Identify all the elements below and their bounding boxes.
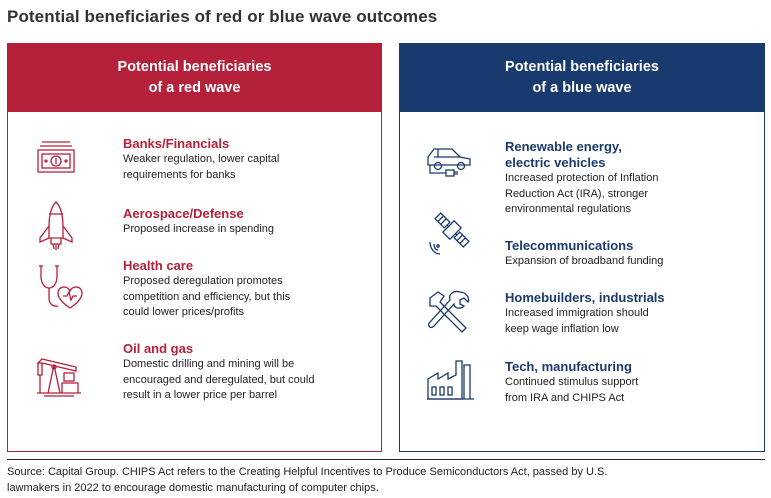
item-desc-line: Reduction Act (IRA), stronger (505, 187, 649, 200)
blue-header-line-1: Potential beneficiaries (505, 58, 659, 75)
item-title: Homebuilders, industrials (505, 290, 665, 305)
item-title: Renewable energy, (505, 139, 622, 154)
item-title: Oil and gas (123, 341, 194, 356)
item-desc-line: Increased immigration should (505, 307, 649, 319)
blue-panel-header (399, 43, 765, 112)
stethoscope-heart-icon (36, 264, 76, 314)
electric-car-icon (426, 141, 466, 191)
rocket-icon (36, 200, 76, 250)
item-desc-line: Continued stimulus support (505, 376, 639, 388)
item-desc-line: from IRA and CHIPS Act (505, 391, 625, 404)
item-desc-line: requirements for banks (123, 168, 236, 181)
red-header-line-2: of a red wave (148, 79, 241, 96)
item-desc-line: Domestic drilling and mining will be (123, 358, 295, 370)
factory-icon (426, 357, 466, 407)
item-desc-line: Increased protection of Inflation (505, 172, 659, 184)
item-desc-line: keep wage inflation low (505, 322, 619, 335)
page-title: Potential beneficiaries of red or blue wave outcomes (7, 7, 438, 26)
item-desc-line: Expansion of broadband funding (505, 255, 664, 267)
item-title: Health care (123, 258, 194, 273)
source-line: lawmakers in 2022 to encourage domestic manufacturing of computer chips. (7, 482, 379, 494)
money-bill-icon (36, 138, 76, 188)
item-desc-line: Proposed increase in spending (123, 223, 275, 235)
item-desc-line: encouraged and deregulated, but could (123, 373, 315, 386)
blue-wave-panel (399, 43, 765, 452)
source-note (7, 464, 767, 496)
satellite-icon (426, 206, 466, 256)
item-desc-line: could lower prices/profits (123, 306, 245, 318)
item-desc-line: Proposed deregulation promotes (123, 275, 283, 287)
item-desc-line: Weaker regulation, lower capital (123, 153, 280, 165)
item-title: Banks/Financials (123, 136, 230, 151)
item-desc-line: competition and efficiency, but this (123, 290, 291, 303)
source-line: Source: Capital Group. CHIPS Act refers to the Creating Helpful Incentives to Produce Semiconductors Act, passed by U.S. (7, 466, 608, 478)
item-title: Aerospace/Defense (123, 206, 244, 221)
blue-header-line-2: of a blue wave (532, 79, 632, 96)
oil-pump-icon (36, 349, 76, 399)
red-panel-header (7, 43, 382, 112)
item-desc-line: result in a lower price per barrel (123, 389, 278, 401)
item-desc-line: environmental regulations (505, 203, 631, 215)
tools-icon (426, 288, 466, 338)
item-title: electric vehicles (505, 155, 606, 170)
source-divider (7, 459, 765, 460)
red-header-line-1: Potential beneficiaries (117, 58, 272, 75)
item-title: Telecommunications (505, 238, 634, 253)
item-title: Tech, manufacturing (505, 359, 632, 374)
red-wave-panel (7, 43, 382, 452)
